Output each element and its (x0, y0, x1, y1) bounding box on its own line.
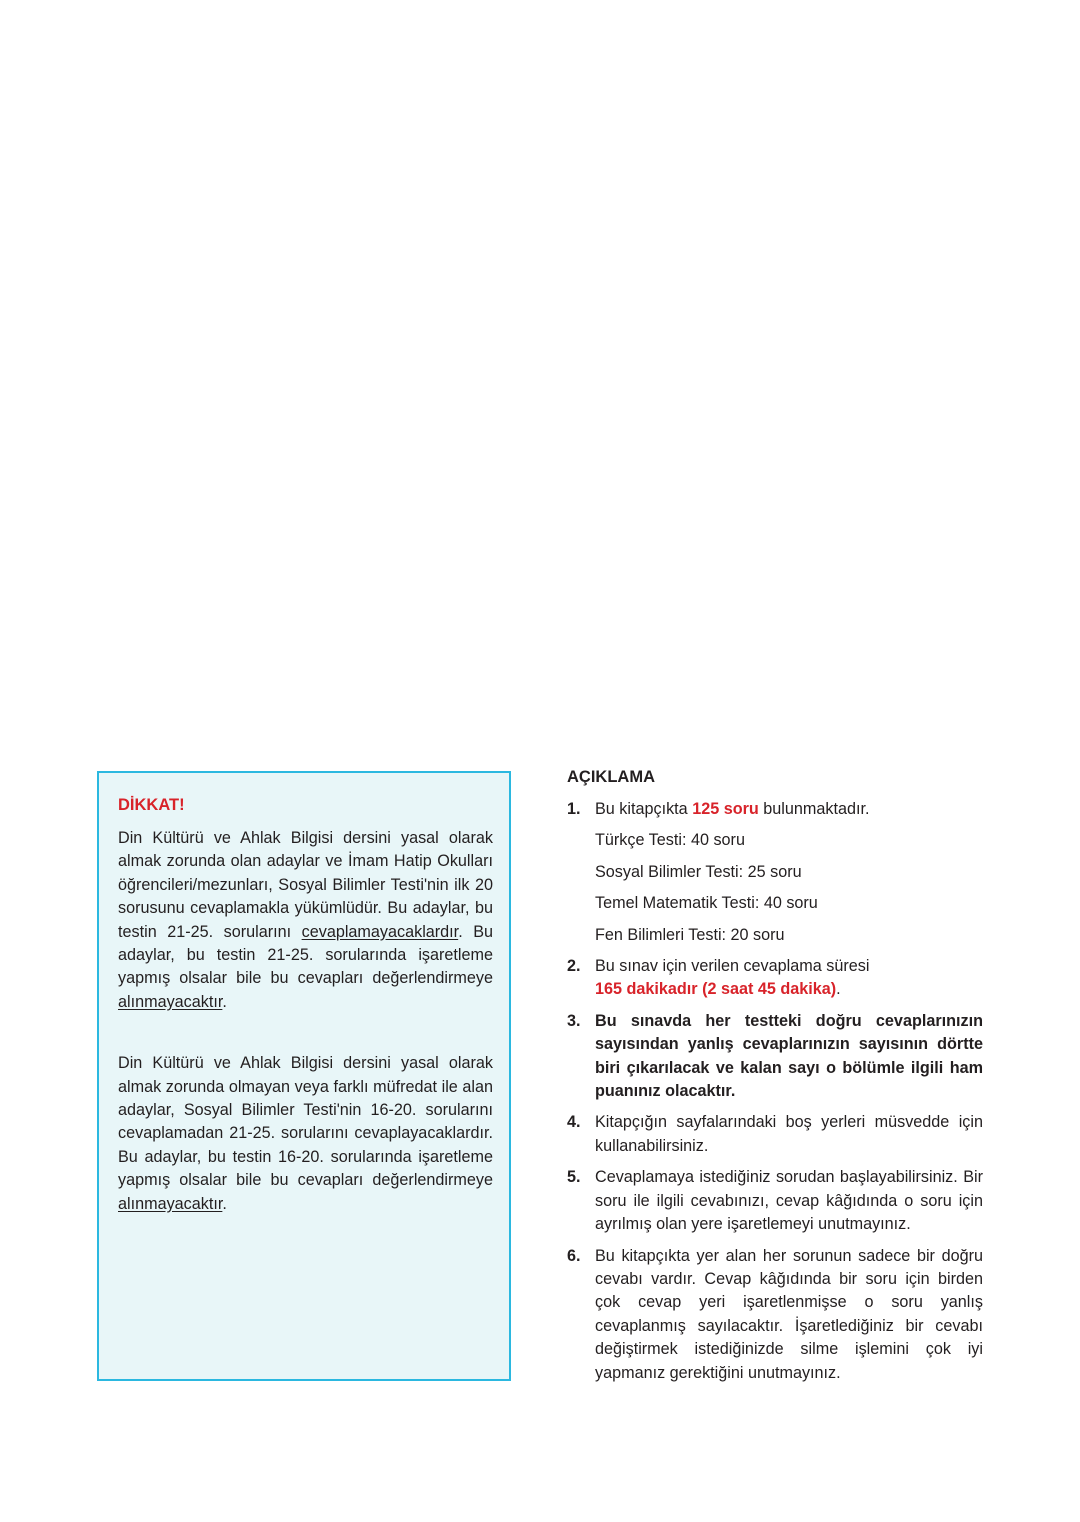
item-5-text: Cevaplamaya istediğiniz sorudan başlayabilirsiniz. Bir soru ile ilgili cevabınızı, cevap kâğıdında o soru için ayrılmış olan yere işaretlemeyi unutmayınız. (595, 1168, 983, 1234)
item-4-text: Kitapçığın sayfalarındaki boş yerleri müsvedde için kullanabilirsiniz. (595, 1113, 983, 1155)
warning-paragraph-1-underline-1: cevaplamayacaklardır (301, 922, 459, 941)
item-1-highlight: 125 soru (692, 800, 759, 818)
explanation-title: AÇIKLAMA (567, 768, 655, 786)
item-2-highlight-line (595, 978, 983, 1001)
item-6-text: Bu kitapçıkta yer alan her sorunun sadece bir doğru cevabı vardır. Cevap kâğıdında bir soru için birden çok cevap yeri işaretlenmişse o soru yanlış cevaplanmış sayılacaktır. İşaretlediğiniz bir cevabı değiştirmek istediğinizde silme işlemini çok iyi yapmanız gerektiğini unutmayınız. (595, 1246, 983, 1382)
warning-paragraph-1-text-2: . Bu adaylar, bu testin 21-25. sorularında işaretleme yapmış olsalar bile bu cevapları değerlendirmeye (118, 922, 494, 988)
explanation-section (567, 766, 983, 1393)
explanation-item-3 (567, 1010, 983, 1104)
test-count-matematik: Temel Matematik Testi: 40 soru (595, 894, 818, 913)
item-3-text: Bu sınavda her testteki doğru cevaplarınızın sayısından yanlış cevaplarınızın sayısının dörtte biri çıkarılacak ve kalan sayı o bölümle ilgili ham puanınız olacaktır. (595, 1011, 983, 1101)
item-2-pre: Bu sınav için verilen cevaplama süresi (595, 957, 870, 976)
item-1-text (595, 798, 983, 821)
item-2-highlight: 165 dakikadır (2 saat 45 dakika) (595, 980, 837, 999)
warning-box (97, 771, 511, 1381)
explanation-item-4 (567, 1111, 983, 1158)
explanation-item-6 (567, 1245, 983, 1385)
explanation-item-1 (567, 798, 983, 947)
warning-paragraph-2-text-2: . (222, 1194, 227, 1213)
warning-paragraph-1 (118, 827, 493, 1014)
warning-paragraph-2 (118, 1052, 493, 1216)
item-number: 4. (567, 1113, 581, 1132)
item-1-pre: Bu kitapçıkta (595, 800, 693, 818)
test-count-sosyal: Sosyal Bilimler Testi: 25 soru (595, 862, 802, 881)
item-number: 6. (567, 1246, 581, 1265)
test-count-fen: Fen Bilimleri Testi: 20 soru (595, 925, 785, 944)
warning-paragraph-2-text-1: Din Kültürü ve Ahlak Bilgisi dersini yasal olarak almak zorunda olmayan veya farklı müfredat ile alan adaylar, Sosyal Bilimler Testi'nin 16-20. sorularını cevaplamadan 21-25. sorularını cevaplayacaklardır. Bu adaylar, bu testin 16-20. sorularında işaretleme yapmış olsalar bile bu cevapları değerlendirmeye (118, 1054, 493, 1190)
explanation-item-5 (567, 1166, 983, 1236)
item-number: 2. (567, 957, 581, 976)
warning-paragraph-1-text-3: . (222, 992, 227, 1011)
item-number: 5. (567, 1168, 581, 1187)
warning-paragraph-1-text-1: Din Kültürü ve Ahlak Bilgisi dersini yasal olarak almak zorunda olan adaylar ve İmam Hatip Okulları öğrencileri/mezunları, Sosyal Bilimler Testi'nin ilk 20 sorusunu cevaplamakla yükümlüdür. Bu adaylar, bu testin 21-25. sorularını (118, 829, 493, 941)
item-number: 1. (567, 800, 581, 818)
warning-title: DİKKAT! (118, 796, 185, 814)
test-count-turkce: Türkçe Testi: 40 soru (595, 831, 745, 850)
explanation-item-2 (567, 955, 983, 1002)
item-number: 3. (567, 1011, 581, 1030)
warning-paragraph-1-underline-2: alınmayacaktır (118, 992, 223, 1011)
item-2-post: . (836, 980, 841, 999)
warning-paragraph-2-underline-1: alınmayacaktır (118, 1194, 223, 1213)
item-1-post: bulunmaktadır. (758, 800, 870, 818)
